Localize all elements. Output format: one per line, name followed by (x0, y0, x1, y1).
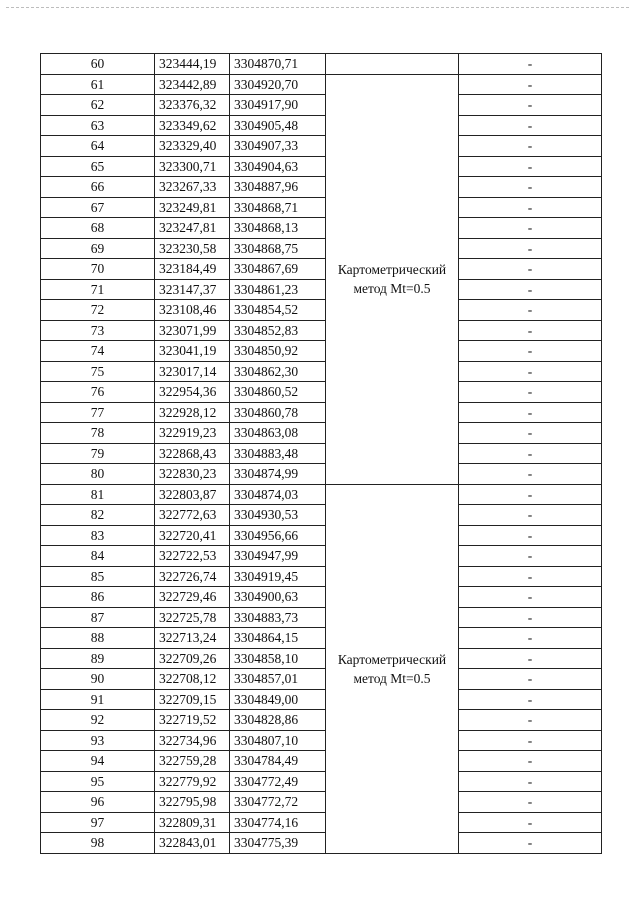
point-number-cell: 63 (41, 115, 155, 136)
table-row (41, 54, 602, 75)
x-coordinate-cell: 323376,32 (155, 95, 230, 116)
point-number-cell: 90 (41, 669, 155, 690)
x-coordinate-cell: 323349,62 (155, 115, 230, 136)
dash-cell: - (459, 464, 602, 485)
table-row (41, 197, 602, 218)
table-row (41, 402, 602, 423)
table-row (41, 279, 602, 300)
point-number-cell: 83 (41, 525, 155, 546)
point-number-cell: 65 (41, 156, 155, 177)
y-coordinate-cell: 3304858,10 (230, 648, 326, 669)
dash-cell: - (459, 382, 602, 403)
x-coordinate-cell: 323247,81 (155, 218, 230, 239)
dash-cell: - (459, 669, 602, 690)
y-coordinate-cell: 3304867,69 (230, 259, 326, 280)
x-coordinate-cell: 323249,81 (155, 197, 230, 218)
table-row (41, 607, 602, 628)
y-coordinate-cell: 3304868,13 (230, 218, 326, 239)
table-row (41, 464, 602, 485)
point-number-cell: 76 (41, 382, 155, 403)
table-row (41, 177, 602, 198)
dash-cell: - (459, 505, 602, 526)
table-row (41, 505, 602, 526)
y-coordinate-cell: 3304907,33 (230, 136, 326, 157)
method-label-line1: Картометрический (337, 651, 447, 667)
y-coordinate-cell: 3304874,99 (230, 464, 326, 485)
table-row (41, 156, 602, 177)
dash-cell: - (459, 792, 602, 813)
point-number-cell: 74 (41, 341, 155, 362)
dash-cell: - (459, 177, 602, 198)
dash-cell: - (459, 607, 602, 628)
y-coordinate-cell: 3304930,53 (230, 505, 326, 526)
table-row (41, 218, 602, 239)
y-coordinate-cell: 3304772,49 (230, 771, 326, 792)
table-row (41, 361, 602, 382)
dash-cell: - (459, 566, 602, 587)
dash-cell: - (459, 423, 602, 444)
y-coordinate-cell: 3304850,92 (230, 341, 326, 362)
table-row (41, 771, 602, 792)
table-row (41, 689, 602, 710)
dash-cell: - (459, 95, 602, 116)
x-coordinate-cell: 323108,46 (155, 300, 230, 321)
x-coordinate-cell: 322795,98 (155, 792, 230, 813)
x-coordinate-cell: 322759,28 (155, 751, 230, 772)
x-coordinate-cell: 323300,71 (155, 156, 230, 177)
x-coordinate-cell: 322779,92 (155, 771, 230, 792)
point-number-cell: 97 (41, 812, 155, 833)
point-number-cell: 78 (41, 423, 155, 444)
point-number-cell: 95 (41, 771, 155, 792)
table-row (41, 423, 602, 444)
x-coordinate-cell: 322809,31 (155, 812, 230, 833)
point-number-cell: 85 (41, 566, 155, 587)
table-row (41, 812, 602, 833)
x-coordinate-cell: 323041,19 (155, 341, 230, 362)
dash-cell: - (459, 115, 602, 136)
y-coordinate-cell: 3304870,71 (230, 54, 326, 75)
dash-cell: - (459, 628, 602, 649)
y-coordinate-cell: 3304772,72 (230, 792, 326, 813)
method-cell (326, 74, 459, 484)
table-row (41, 792, 602, 813)
method-cell-empty (326, 54, 459, 75)
dash-cell: - (459, 361, 602, 382)
table-row (41, 300, 602, 321)
point-number-cell: 93 (41, 730, 155, 751)
point-number-cell: 79 (41, 443, 155, 464)
point-number-cell: 88 (41, 628, 155, 649)
y-coordinate-cell: 3304904,63 (230, 156, 326, 177)
dash-cell: - (459, 484, 602, 505)
dash-cell: - (459, 689, 602, 710)
table-row (41, 74, 602, 95)
x-coordinate-cell: 322709,15 (155, 689, 230, 710)
y-coordinate-cell: 3304887,96 (230, 177, 326, 198)
y-coordinate-cell: 3304784,49 (230, 751, 326, 772)
point-number-cell: 66 (41, 177, 155, 198)
point-number-cell: 84 (41, 546, 155, 567)
point-number-cell: 80 (41, 464, 155, 485)
dash-cell: - (459, 74, 602, 95)
x-coordinate-cell: 323230,58 (155, 238, 230, 259)
point-number-cell: 64 (41, 136, 155, 157)
table-row (41, 566, 602, 587)
point-number-cell: 94 (41, 751, 155, 772)
dash-cell: - (459, 156, 602, 177)
y-coordinate-cell: 3304863,08 (230, 423, 326, 444)
x-coordinate-cell: 322720,41 (155, 525, 230, 546)
x-coordinate-cell: 322919,23 (155, 423, 230, 444)
point-number-cell: 81 (41, 484, 155, 505)
table-row (41, 95, 602, 116)
x-coordinate-cell: 322868,43 (155, 443, 230, 464)
x-coordinate-cell: 322954,36 (155, 382, 230, 403)
dash-cell: - (459, 238, 602, 259)
point-number-cell: 86 (41, 587, 155, 608)
table-row (41, 320, 602, 341)
y-coordinate-cell: 3304905,48 (230, 115, 326, 136)
y-coordinate-cell: 3304828,86 (230, 710, 326, 731)
y-coordinate-cell: 3304864,15 (230, 628, 326, 649)
table-row (41, 730, 602, 751)
y-coordinate-cell: 3304849,00 (230, 689, 326, 710)
y-coordinate-cell: 3304854,52 (230, 300, 326, 321)
dash-cell: - (459, 218, 602, 239)
y-coordinate-cell: 3304956,66 (230, 525, 326, 546)
table-row (41, 525, 602, 546)
y-coordinate-cell: 3304874,03 (230, 484, 326, 505)
table-row (41, 115, 602, 136)
x-coordinate-cell: 322719,52 (155, 710, 230, 731)
point-number-cell: 91 (41, 689, 155, 710)
point-number-cell: 69 (41, 238, 155, 259)
dash-cell: - (459, 279, 602, 300)
dash-cell: - (459, 259, 602, 280)
table-row (41, 669, 602, 690)
dash-cell: - (459, 648, 602, 669)
dash-cell: - (459, 771, 602, 792)
table-row (41, 382, 602, 403)
x-coordinate-cell: 322729,46 (155, 587, 230, 608)
table-row (41, 136, 602, 157)
y-coordinate-cell: 3304868,71 (230, 197, 326, 218)
dash-cell: - (459, 710, 602, 731)
dash-cell: - (459, 833, 602, 854)
point-number-cell: 70 (41, 259, 155, 280)
x-coordinate-cell: 322726,74 (155, 566, 230, 587)
y-coordinate-cell: 3304883,73 (230, 607, 326, 628)
dash-cell: - (459, 300, 602, 321)
point-number-cell: 77 (41, 402, 155, 423)
x-coordinate-cell: 322725,78 (155, 607, 230, 628)
dash-cell: - (459, 341, 602, 362)
dash-cell: - (459, 136, 602, 157)
x-coordinate-cell: 322803,87 (155, 484, 230, 505)
y-coordinate-cell: 3304852,83 (230, 320, 326, 341)
y-coordinate-cell: 3304917,90 (230, 95, 326, 116)
table-row (41, 484, 602, 505)
x-coordinate-cell: 323147,37 (155, 279, 230, 300)
table-row (41, 751, 602, 772)
point-number-cell: 89 (41, 648, 155, 669)
x-coordinate-cell: 322708,12 (155, 669, 230, 690)
x-coordinate-cell: 322772,63 (155, 505, 230, 526)
table-row (41, 259, 602, 280)
y-coordinate-cell: 3304883,48 (230, 443, 326, 464)
table-row (41, 833, 602, 854)
point-number-cell: 87 (41, 607, 155, 628)
x-coordinate-cell: 322843,01 (155, 833, 230, 854)
x-coordinate-cell: 322713,24 (155, 628, 230, 649)
y-coordinate-cell: 3304860,52 (230, 382, 326, 403)
point-number-cell: 68 (41, 218, 155, 239)
x-coordinate-cell: 322709,26 (155, 648, 230, 669)
dash-cell: - (459, 546, 602, 567)
point-number-cell: 82 (41, 505, 155, 526)
x-coordinate-cell: 322928,12 (155, 402, 230, 423)
x-coordinate-cell: 323329,40 (155, 136, 230, 157)
table-row (41, 648, 602, 669)
table-row (41, 546, 602, 567)
y-coordinate-cell: 3304900,63 (230, 587, 326, 608)
table-row (41, 238, 602, 259)
x-coordinate-cell: 322722,53 (155, 546, 230, 567)
dash-cell: - (459, 402, 602, 423)
point-number-cell: 71 (41, 279, 155, 300)
x-coordinate-cell: 323071,99 (155, 320, 230, 341)
point-number-cell: 73 (41, 320, 155, 341)
method-label-line1: Картометрический (337, 262, 447, 277)
point-number-cell: 61 (41, 74, 155, 95)
coordinates-table (40, 53, 602, 854)
table-row (41, 628, 602, 649)
y-coordinate-cell: 3304774,16 (230, 812, 326, 833)
method-label-line2: метод Mt=0.5 (353, 670, 431, 686)
method-label-line2: метод Mt=0.5 (353, 281, 431, 296)
dash-cell: - (459, 443, 602, 464)
dash-cell: - (459, 730, 602, 751)
coordinates-table-body (41, 54, 602, 854)
x-coordinate-cell: 323444,19 (155, 54, 230, 75)
y-coordinate-cell: 3304775,39 (230, 833, 326, 854)
header-rule (6, 7, 629, 8)
y-coordinate-cell: 3304920,70 (230, 74, 326, 95)
y-coordinate-cell: 3304860,78 (230, 402, 326, 423)
point-number-cell: 98 (41, 833, 155, 854)
point-number-cell: 60 (41, 54, 155, 75)
point-number-cell: 67 (41, 197, 155, 218)
table-row (41, 443, 602, 464)
table-row (41, 587, 602, 608)
y-coordinate-cell: 3304947,99 (230, 546, 326, 567)
point-number-cell: 96 (41, 792, 155, 813)
y-coordinate-cell: 3304868,75 (230, 238, 326, 259)
dash-cell: - (459, 54, 602, 75)
point-number-cell: 75 (41, 361, 155, 382)
x-coordinate-cell: 323267,33 (155, 177, 230, 198)
dash-cell: - (459, 197, 602, 218)
y-coordinate-cell: 3304807,10 (230, 730, 326, 751)
y-coordinate-cell: 3304919,45 (230, 566, 326, 587)
method-cell (326, 484, 459, 853)
y-coordinate-cell: 3304862,30 (230, 361, 326, 382)
dash-cell: - (459, 751, 602, 772)
point-number-cell: 92 (41, 710, 155, 731)
y-coordinate-cell: 3304861,23 (230, 279, 326, 300)
x-coordinate-cell: 322734,96 (155, 730, 230, 751)
dash-cell: - (459, 812, 602, 833)
dash-cell: - (459, 320, 602, 341)
point-number-cell: 62 (41, 95, 155, 116)
dash-cell: - (459, 587, 602, 608)
dash-cell: - (459, 525, 602, 546)
point-number-cell: 72 (41, 300, 155, 321)
x-coordinate-cell: 323017,14 (155, 361, 230, 382)
table-row (41, 710, 602, 731)
x-coordinate-cell: 323184,49 (155, 259, 230, 280)
y-coordinate-cell: 3304857,01 (230, 669, 326, 690)
x-coordinate-cell: 323442,89 (155, 74, 230, 95)
table-row (41, 341, 602, 362)
x-coordinate-cell: 322830,23 (155, 464, 230, 485)
